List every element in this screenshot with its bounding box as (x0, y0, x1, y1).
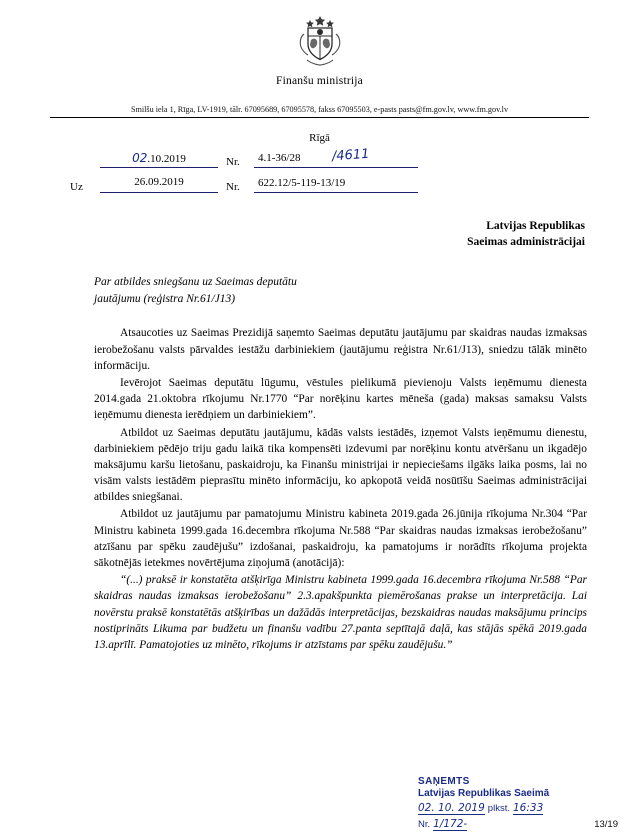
incoming-nr-value: 622.12/5-119-13/19 (258, 177, 346, 189)
outgoing-date-field[interactable] (100, 152, 218, 168)
stamp-nr-row (418, 818, 618, 831)
stamp-nr-value: 1/172- (433, 818, 468, 830)
stamp-title: SAŅEMTS (418, 776, 470, 787)
outgoing-nr-field[interactable] (254, 146, 418, 168)
incoming-nr-label: Nr. (226, 181, 240, 193)
incoming-uz-label: Uz (70, 181, 83, 193)
stamp-date: 02. 10. 2019 (418, 802, 485, 814)
addressee-line-2: Saeimas administrācijai (467, 235, 585, 248)
subject-block (44, 274, 595, 307)
stamp-nr-label: Nr. (418, 819, 431, 830)
outgoing-nr-value: 4.1-36/28 (258, 152, 301, 164)
incoming-nr-field[interactable] (254, 177, 418, 193)
body-text (44, 325, 595, 653)
incoming-date-value: 26.09.2019 (134, 176, 184, 188)
stamp-reference-right: 13/19 (594, 819, 618, 830)
stamp-date-row (418, 802, 618, 815)
outgoing-date-handwritten: 02 (132, 151, 148, 165)
subject-line-1: Par atbildes sniegšanu uz Saeimas deputātu (94, 276, 297, 289)
reference-row-incoming (44, 177, 595, 193)
contact-line: Smilšu iela 1, Rīga, LV-1919, tālr. 67095689, 67095578, fakss 67095503, e-pasts pasts@fm.gov.lv, www.fm.gov.lv (130, 105, 509, 114)
outgoing-nr-label: Nr. (226, 156, 240, 168)
ministry-name: Finanšu ministrija (276, 75, 363, 87)
addressee-line-1: Latvijas Republikas (486, 220, 585, 232)
document-header (44, 0, 595, 87)
stamp-organisation: Latvijas Republikas Saeimā (418, 788, 550, 799)
outgoing-date-typed: .10.2019 (147, 153, 186, 165)
header-divider (50, 117, 589, 118)
city-label: Rīgā (309, 132, 330, 144)
subject-line-2: jautājumu (reģistra Nr.61/J13) (94, 292, 236, 305)
body-paragraph: Atbildot uz Saeimas deputātu jautājumu, kādās valsts iestādēs, izņemot Valsts ieņēmumu dienestu, darbiniekiem pēdējo triju gadu laikā tika kompensēti izdevumi par norēķinu kontu atvēršanu un ikgadējo maksājumu karšu lietošanu, paskaidroju, ka Finanšu ministrijai ir nepieciešams ilgāks laika posms, lai no visām valsts iestādēm pieprasītu minēto informāciju, ko apkopotā veidā nosūtīšu Saeimas administrācijai atbildes sniegšanai. (94, 426, 587, 504)
stamp-time-label: plkst. (487, 803, 510, 814)
body-quote: “(...) praksē ir konstatēta atšķirīga Ministru kabineta 1999.gada 16.decembra rīkojuma Nr.588 “Par skaidras naudas izmaksas ierobežošanu” 2.3.apakšpunkta piemērošanas prakse un interpretācija. Lai novērstu praksē konstatētās atšķirības un dažādās interpretācijas, bezskaidras naudas maksājumu princips nostiprināts Likuma par budžetu un finanšu vadību 27.panta septītajā daļā, kas stājās spēkā 2019.gada 13.aprīlī. Pamatojoties uz minēto, rīkojums ir atzīstams par spēku zaudējušu.” (94, 574, 587, 651)
stamp-time: 16:33 (512, 802, 544, 814)
incoming-date-field[interactable] (100, 177, 218, 193)
reference-block (44, 146, 595, 193)
latvia-coat-of-arms-icon (293, 14, 347, 66)
addressee-block (44, 219, 595, 250)
reference-row-outgoing (44, 146, 595, 168)
received-stamp (418, 776, 618, 831)
outgoing-nr-handwritten: /4611 (331, 146, 370, 165)
body-paragraph: Ievērojot Saeimas deputātu lūgumu, vēstules pielikumā pievienoju Valsts ieņēmumu dienesta 2014.gada 21.oktobra rīkojumu Nr.1770 “Par norēķinu kartes mēneša (gada) maksas samaksu Valsts ieņēmumu dienesta ierēdņiem un darbiniekiem”. (94, 376, 587, 422)
body-paragraph: Atbildot uz jautājumu par pamatojumu Ministru kabineta 2019.gada 26.jūnija rīkojuma Nr.304 “Par Ministru kabineta 1999.gada 16.decembra rīkojuma Nr.588 “Par skaidras naudas izmaksas ierobežošanu” atzīšanu par spēku zaudējušu” izdošanai, paskaidroju, ka pamatojums ir norādīts rīkojuma projekta sākotnējās ietekmes novērtējuma ziņojumā (anotācijā): (94, 508, 587, 569)
body-paragraph: Atsaucoties uz Saeimas Prezidijā saņemto Saeimas deputātu jautājumu par skaidras naudas izmaksas ierobežošanu valsts pārvaldes iestāžu darbiniekiem (jautājumu reģistra Nr.61/J13), sniedzu tālāk minēto informāciju. (94, 327, 587, 372)
